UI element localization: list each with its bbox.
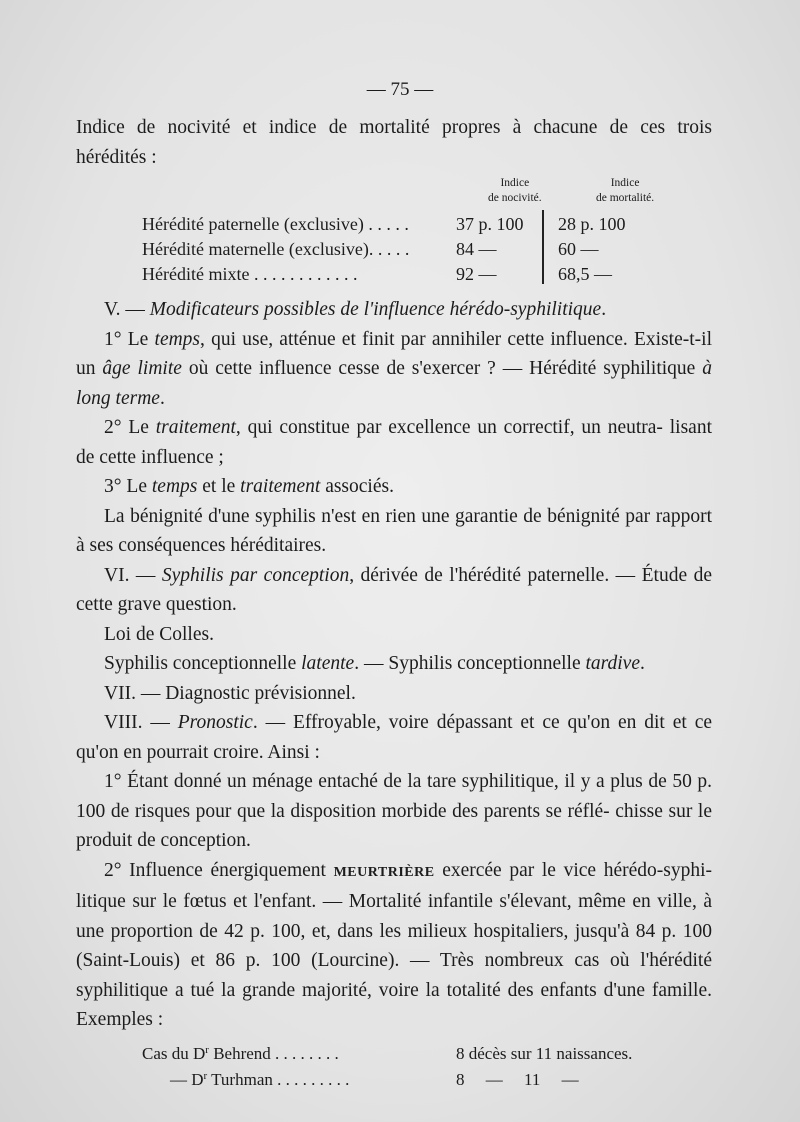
text: litique sur le fœtus et l'enfant. — Mortalité infantile s'élevant, même en (76, 891, 651, 912)
header-mortalite-line-2: de mortalité. (596, 192, 655, 204)
row-nocivite: 37 p. 100 (456, 214, 524, 234)
section-5-heading (76, 295, 712, 325)
text: , qui constitue par excellence un correctif, un neutra- (235, 417, 663, 438)
table-header (76, 172, 712, 212)
paragraph-temps (76, 325, 712, 414)
row-nocivite: 84 — (456, 239, 497, 259)
text: syphilitique (603, 358, 703, 379)
text: 1° Le (104, 328, 155, 350)
header-mortalite (596, 176, 654, 206)
text: , dérivée de l'hérédité paternelle. — Étude (349, 564, 688, 586)
text: . — Effroyable, voire dépassant et ce qu'on en dit et (252, 712, 687, 733)
punctuation: . (601, 299, 607, 320)
table-row (76, 212, 712, 237)
section-6-heading (76, 561, 712, 620)
text: 2° Le (104, 417, 156, 438)
row-nocivite: 92 — (456, 264, 497, 284)
text: — D (170, 1069, 204, 1089)
section-7-heading: VII. — Diagnostic prévisionnel. (104, 682, 356, 704)
text: enfants d'une famille. Exemples : (76, 979, 713, 1030)
small-caps-word: MEURTRIÈRE (333, 864, 435, 880)
header-nocivite-line-2: de nocivité. (488, 192, 542, 204)
emphasis: temps (154, 328, 201, 350)
text: exercée par le vice hérédo-syphi- (434, 859, 713, 881)
section-number: VI. — (104, 564, 162, 586)
text: 50 p. 100 de risques pour que la disposition morbide des parents se réflé- (76, 771, 713, 822)
text: cas où l'hérédité syphilitique a tué la grande majorité, voire la totalité des (76, 950, 713, 1001)
header-mortalite-line-1: Indice (610, 177, 640, 189)
paragraph-conceptionnelle (76, 649, 712, 679)
example-result: 8 décès sur 11 naissances. (456, 1043, 633, 1063)
section-title: Syphilis par conception (161, 564, 350, 586)
text: jusqu'à 84 p. 100 (Saint-Louis) et 86 p. 100 (Lourcine). — Très nombreux (76, 920, 712, 971)
paragraph-risques (76, 767, 712, 856)
emphasis: traitement (240, 476, 321, 497)
example-case (170, 1067, 349, 1093)
text: et le (197, 476, 241, 497)
emphasis: tardive (585, 653, 640, 674)
example-result: 8 — 11 — (456, 1069, 579, 1089)
paragraph-benignite (76, 502, 712, 561)
example-row (76, 1041, 712, 1067)
text: . — Syphilis conceptionnelle (354, 653, 586, 674)
row-mortalite: 60 — (558, 239, 599, 259)
emphasis: traitement (155, 417, 236, 438)
doctor-name: Behrend . . . . . . . . (208, 1043, 339, 1063)
page-body (76, 113, 712, 1093)
intro-line-2: hérédités : (76, 146, 157, 168)
text: rapport à ses conséquences héréditaires. (76, 505, 712, 556)
indices-table (76, 172, 712, 287)
text: Syphilis conceptionnelle (104, 653, 302, 674)
text: 3° Le (104, 476, 152, 497)
text: où cette influence cesse de s'exercer ? — Hérédité (181, 358, 597, 379)
row-mortalite: 28 p. 100 (558, 214, 626, 234)
text: de cette grave question. (76, 564, 713, 615)
emphasis: latente (301, 653, 355, 674)
emphasis: à long terme (76, 358, 712, 409)
row-label: Hérédité maternelle (exclusive). . . . . (142, 239, 410, 259)
row-label: Hérédité mixte . . . . . . . . . . . . (142, 264, 358, 284)
text: lisant de cette influence ; (76, 417, 712, 468)
text: . (159, 387, 165, 409)
table-row (76, 237, 712, 262)
emphasis: temps (151, 476, 198, 497)
text: associés. (320, 476, 394, 497)
text: ce qu'on en pourrait croire. Ainsi : (76, 712, 712, 763)
paragraph-mortalite (76, 856, 712, 1035)
loi-de-colles: Loi de Colles. (104, 623, 214, 645)
text: ville, à une proportion de 42 p. 100, et, dans les milieux hospitaliers, (76, 891, 713, 942)
section-title: Pronostic (177, 712, 253, 733)
section-number: V. — (104, 299, 150, 320)
text: Existe-t-il un (76, 328, 712, 379)
header-nocivite (488, 176, 542, 206)
text: , qui use, atténue et finit par annihiler cette influence. (200, 328, 628, 350)
text: . (640, 653, 645, 674)
text: Cas du D (142, 1043, 206, 1063)
table-row (76, 262, 712, 287)
text: 2° Influence énergiquement (104, 859, 334, 881)
superscript: r (205, 1043, 209, 1056)
column-divider (542, 210, 544, 284)
row-mortalite: 68,5 — (558, 264, 612, 284)
example-row (76, 1067, 712, 1093)
superscript: r (203, 1069, 208, 1082)
section-title: Modificateurs possibles de l'influence hérédo-syphilitique (149, 299, 602, 320)
section-number: VIII. — (104, 712, 178, 733)
header-nocivite-line-1: Indice (500, 177, 530, 189)
row-label: Hérédité paternelle (exclusive) . . . . . (142, 214, 409, 234)
page-number: — 75 — (366, 79, 434, 100)
paragraph-traitement (76, 413, 712, 472)
text: La bénignité d'une syphilis n'est en rien une garantie de bénignité par (104, 505, 651, 527)
text: 1° Étant donné un ménage entaché de la tare syphilitique, il y a plus de (104, 771, 667, 792)
section-8-heading (76, 708, 712, 767)
paragraph-associes (76, 472, 712, 502)
text: chisse sur le produit de conception. (76, 800, 712, 851)
emphasis: âge limite (102, 358, 182, 379)
intro-line-1: Indice de nocivité et indice de mortalité propres à chacune de ces trois (76, 117, 712, 138)
doctor-name: Turhman . . . . . . . . . (207, 1069, 350, 1089)
example-case (142, 1041, 339, 1067)
